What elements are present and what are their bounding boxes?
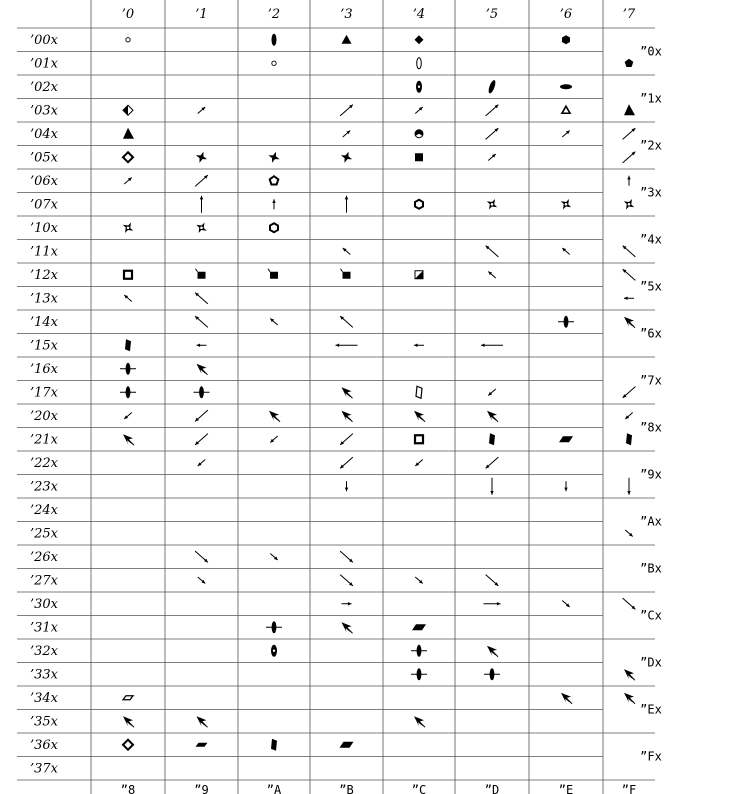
row-label: ’22x	[30, 456, 59, 471]
glyph-arrow-ne-md	[340, 105, 353, 116]
row-label: ’04x	[30, 127, 59, 142]
hex-row-label: ”Dx	[640, 655, 662, 670]
hex-row-label: ”3x	[640, 185, 662, 200]
glyph-para-sm	[123, 696, 133, 700]
row-label: ’33x	[30, 667, 59, 683]
glyph-arrow-se-sm	[562, 600, 570, 607]
row-label: ’30x	[30, 597, 59, 612]
row-label: ’14x	[30, 315, 59, 330]
glyph-arrow-sw-md	[195, 434, 208, 445]
glyph-lens-dot	[416, 81, 422, 93]
glyph-pinwheel	[558, 196, 574, 212]
glyph-arrow-s-sm	[345, 481, 348, 491]
glyph-cross-lens	[411, 668, 427, 680]
row-label: ’03x	[30, 103, 59, 119]
hex-col-label: ”F	[621, 783, 637, 794]
glyph-cross-lens	[194, 386, 210, 398]
glyph-arrow-se-md	[486, 575, 499, 586]
row-label: ’16x	[30, 362, 59, 377]
hex-col-label: ”9	[194, 783, 209, 794]
col-header: ’5	[485, 7, 499, 22]
glyph-cross-lens	[558, 316, 574, 328]
glyph-arrow-se-md	[340, 551, 353, 562]
glyph-pin	[123, 128, 134, 139]
glyph-arrow-se-md	[340, 575, 353, 586]
col-header: ’1	[195, 7, 208, 22]
glyph-pinwheel	[193, 220, 209, 236]
hex-row-label: ”2x	[640, 138, 662, 153]
glyph-arrow-ne-sm	[488, 154, 496, 161]
glyph-lens-tilt	[487, 79, 496, 94]
glyph-arrow-n-md	[200, 196, 203, 213]
glyph-cross-lens	[484, 668, 500, 680]
row-label: ’00x	[30, 33, 59, 48]
glyph-star4	[266, 150, 281, 165]
glyph-arrow-se-sm	[415, 577, 423, 584]
glyph-dart	[342, 411, 353, 422]
glyph-arrow-nw-sm	[343, 248, 351, 255]
glyph-square-open	[415, 435, 423, 443]
glyph-arrow-n-sm	[272, 199, 275, 209]
row-label: ’23x	[30, 479, 59, 495]
row-label: ’06x	[30, 174, 59, 189]
glyph-square-corner	[341, 269, 351, 279]
glyph-pinwheel	[120, 220, 136, 236]
glyph-dart	[197, 716, 208, 727]
glyph-lens-h	[560, 84, 572, 89]
glyph-dart	[123, 434, 134, 445]
glyph-arrow-sw-sm	[198, 459, 206, 466]
glyph-dart	[269, 411, 280, 422]
glyph-arrow-n-sm	[627, 176, 630, 186]
hex-col-label: ”A	[266, 783, 282, 794]
glyph-bar	[125, 339, 131, 351]
glyph-arrow-n-md	[345, 196, 348, 213]
glyph-arrow-ne-sm	[124, 177, 132, 184]
row-label: ’13x	[30, 291, 59, 307]
glyph-arrow-w-sm	[414, 344, 424, 347]
row-label: ’07x	[30, 197, 59, 213]
glyph-dart	[342, 622, 353, 633]
glyph-bar	[271, 739, 277, 751]
row-label: ’05x	[30, 150, 59, 166]
hex-row-label: ”9x	[640, 467, 662, 482]
glyph-arrow-sw-md	[486, 457, 499, 468]
hex-row-label: ”Bx	[640, 561, 662, 576]
row-label: ’37x	[30, 761, 59, 777]
glyph-bar	[489, 433, 495, 445]
glyph-square-open	[124, 271, 132, 279]
hex-row-label: ”7x	[640, 373, 662, 388]
glyph-circ-split	[415, 130, 423, 138]
row-label: ’20x	[30, 409, 59, 424]
glyph-para	[412, 624, 426, 630]
glyph-dart	[197, 364, 208, 375]
glyph-arrow-sw-sm	[415, 459, 423, 466]
glyph-arrow-nw-sm	[488, 271, 496, 278]
glyph-arrow-nw-sm	[562, 248, 570, 255]
glyph-arrow-nw-md	[340, 316, 353, 327]
glyph-arrow-ne-md	[195, 175, 208, 186]
glyph-dart	[414, 716, 425, 727]
glyph-square-diag	[415, 271, 423, 279]
glyph-tri-open	[562, 106, 570, 113]
row-label: ’10x	[30, 221, 59, 236]
glyph-diamond-open	[123, 740, 133, 750]
hex-row-label: ”0x	[640, 44, 662, 59]
glyph-bar	[626, 433, 632, 445]
hex-row-label: ”Cx	[640, 608, 662, 623]
hex-row-label: ”4x	[640, 232, 662, 247]
glyph-para	[340, 742, 354, 748]
hex-row-label: ”8x	[640, 420, 662, 435]
col-header: ’7	[622, 7, 636, 22]
glyph-dart	[342, 387, 353, 398]
glyph-arrow-sw-md	[195, 410, 208, 421]
glyph-diamond	[415, 35, 424, 44]
glyph-dart	[487, 646, 498, 657]
glyph-arrow-w-sm	[197, 344, 207, 347]
glyph-lens	[272, 34, 277, 46]
glyph-tri	[342, 35, 352, 44]
glyph-dart	[624, 693, 635, 704]
glyph-star4	[194, 150, 209, 165]
row-label: ’27x	[30, 573, 59, 589]
glyph-arrow-nw-md	[623, 269, 636, 280]
row-label: ’24x	[30, 503, 59, 518]
glyph-pin	[624, 104, 635, 115]
glyph-pent-open	[270, 176, 279, 184]
glyph-lens-open	[417, 58, 422, 69]
glyph-arrow-nw-sm	[124, 295, 132, 302]
hex-col-label: ”D	[484, 783, 500, 794]
glyph-arrow-ne-sm	[343, 130, 351, 137]
glyph-pinwheel	[621, 196, 637, 212]
glyph-arrow-se-md	[623, 598, 636, 609]
glyph-dot	[272, 61, 276, 65]
glyph-dart	[123, 716, 134, 727]
row-label: ’15x	[30, 338, 59, 354]
glyph-dot	[126, 38, 130, 42]
col-header: ’0	[121, 7, 135, 22]
glyph-arrow-w-lg	[336, 344, 358, 347]
glyph-arrow-se-sm	[625, 530, 633, 537]
glyph-arrow-s-md	[627, 478, 630, 495]
hex-col-label: ”E	[558, 783, 574, 794]
glyph-arrow-ne-md	[623, 128, 636, 139]
glyph-square	[415, 153, 423, 161]
hex-row-label: ”1x	[640, 91, 662, 106]
row-label: ’34x	[30, 691, 59, 706]
glyph-hex-open	[270, 223, 278, 232]
glyph-arrow-sw-sm	[124, 412, 132, 419]
col-header: ’2	[267, 7, 281, 22]
glyph-dart	[487, 411, 498, 422]
glyph-arrow-ne-sm	[198, 107, 206, 114]
glyph-arrow-ne-sm	[562, 130, 570, 137]
glyph-arrow-ne-sm	[415, 107, 423, 114]
row-label: ’21x	[30, 432, 59, 448]
glyph-square-corner	[268, 269, 278, 279]
col-header: ’4	[412, 7, 426, 22]
hex-row-label: ”Fx	[640, 749, 662, 764]
col-header: ’3	[340, 7, 353, 22]
glyph-cross-lens	[411, 645, 427, 657]
glyph-arrow-ne-md	[623, 152, 636, 163]
glyph-diamond-open	[123, 152, 133, 162]
glyph-arrow-nw-md	[195, 316, 208, 327]
glyph-arrow-se-sm	[198, 577, 206, 584]
glyph-arrow-sw-sm	[625, 412, 633, 419]
hex-row-label: ”Ax	[640, 514, 662, 529]
glyph-arrow-s-md	[490, 478, 493, 495]
row-label: ’31x	[30, 620, 59, 636]
glyph-arrow-w-lg	[481, 344, 503, 347]
glyph-dart	[624, 317, 635, 328]
col-header: ’6	[559, 7, 573, 22]
row-label: ’02x	[30, 80, 59, 95]
glyph-arrow-sw-sm	[488, 389, 496, 396]
glyph-pent	[625, 59, 634, 67]
glyph-arrow-nw-md	[623, 246, 636, 257]
glyph-arrow-e-sm	[342, 602, 352, 605]
row-label: ’36x	[30, 738, 59, 753]
hex-col-label: ”C	[411, 783, 427, 794]
glyph-arrow-se-sm	[270, 553, 278, 560]
glyph-arrow-e-md	[484, 602, 501, 605]
glyph-arrow-ne-md	[486, 105, 499, 116]
glyph-cross-lens	[266, 621, 282, 633]
row-label: ’01x	[30, 56, 59, 72]
glyph-diamond-half	[123, 105, 133, 115]
row-label: ’11x	[30, 244, 59, 260]
glyph-pinwheel	[484, 196, 500, 212]
glyph-square-corner	[196, 269, 206, 279]
glyph-arrow-sw-sm	[270, 436, 278, 443]
hex-col-label: ”B	[339, 783, 354, 794]
hex-row-label: ”5x	[640, 279, 662, 294]
glyph-arrow-w-sm	[624, 297, 634, 300]
glyph-para-h	[196, 743, 208, 747]
row-label: ’26x	[30, 550, 59, 565]
glyph-bar-open	[416, 386, 422, 398]
glyph-hex	[562, 35, 570, 44]
glyph-arrow-nw-sm	[270, 318, 278, 325]
glyph-arrow-se-md	[195, 551, 208, 562]
glyph-cross-lens	[120, 386, 136, 398]
glyph-arrow-sw-md	[340, 457, 353, 468]
glyph-star4	[339, 150, 354, 165]
glyph-arrow-nw-md	[486, 246, 499, 257]
glyph-cross-lens	[120, 363, 136, 375]
glyph-lens-dot	[271, 645, 277, 657]
glyph-dart	[414, 411, 425, 422]
glyph-arrow-nw-md	[195, 293, 208, 304]
glyph-arrow-s-sm	[564, 481, 567, 491]
hex-row-label: ”6x	[640, 326, 662, 341]
row-label: ’35x	[30, 714, 59, 730]
hex-row-label: ”Ex	[640, 702, 662, 717]
row-label: ’17x	[30, 385, 59, 401]
glyph-dart	[561, 693, 572, 704]
glyph-dart	[624, 669, 635, 680]
hex-col-label: ”8	[120, 783, 136, 794]
glyph-hex-open	[415, 200, 423, 209]
glyph-arrow-sw-md	[340, 434, 353, 445]
glyph-arrow-sw-md	[623, 387, 636, 398]
glyph-para	[559, 436, 573, 442]
row-label: ’25x	[30, 526, 59, 542]
row-label: ’12x	[30, 268, 59, 283]
row-label: ’32x	[30, 644, 59, 659]
glyph-arrow-ne-md	[486, 128, 499, 139]
